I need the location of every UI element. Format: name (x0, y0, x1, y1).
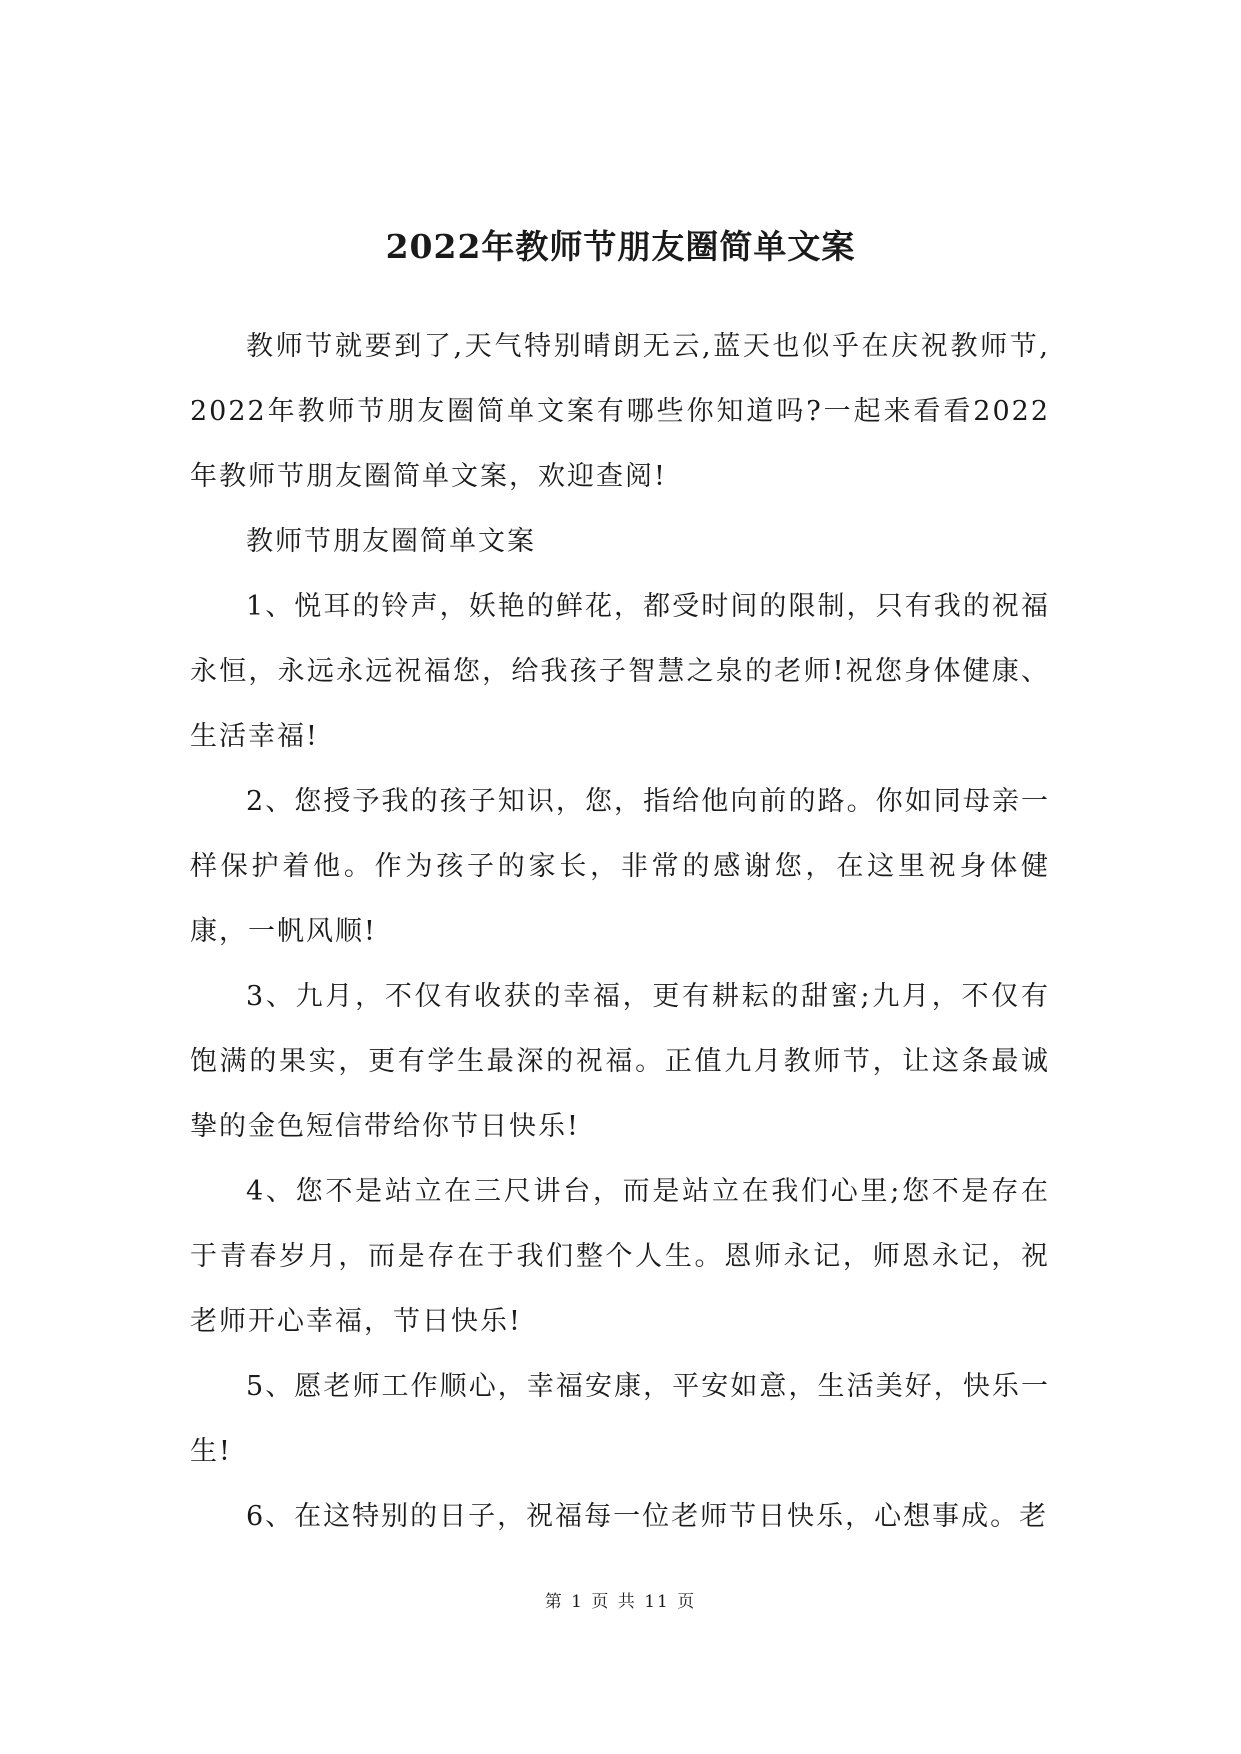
paragraph-item-6: 6、在这特别的日子，祝福每一位老师节日快乐，心想事成。老 (246, 1501, 1049, 1532)
paragraph-item-2: 2、您授予我的孩子知识，您，指给他向前的路。你如同母亲一样保护着他。作为孩子的家长，非常的感谢您，在这里祝身体健康，一帆风顺! (190, 786, 1050, 947)
document-body (190, 314, 1050, 1549)
paragraph-item-5: 5、愿老师工作顺心，幸福安康，平安如意，生活美好，快乐一生! (190, 1371, 1050, 1467)
paragraph-intro: 教师节就要到了,天气特别晴朗无云,蓝天也似乎在庆祝教师节, 2022年教师节朋友圈简单文案有哪些你知道吗?一起来看看2022年教师节朋友圈简单文案，欢迎查阅! (190, 331, 1050, 492)
document-title: 2022年教师节朋友圈简单文案 (385, 227, 856, 266)
paragraph-section-heading: 教师节朋友圈简单文案 (246, 526, 536, 557)
paragraph-item-3: 3、九月，不仅有收获的幸福，更有耕耘的甜蜜;九月，不仅有饱满的果实，更有学生最深的祝福。正值九月教师节，让这条最诚挚的金色短信带给你节日快乐! (190, 981, 1050, 1142)
paragraph-item-1: 1、悦耳的铃声，妖艳的鲜花，都受时间的限制，只有我的祝福永恒，永远永远祝福您，给我孩子智慧之泉的老师!祝您身体健康、生活幸福! (190, 591, 1050, 752)
page-footer: 第 1 页 共 11 页 (544, 1592, 697, 1612)
paragraph-item-4: 4、您不是站立在三尺讲台，而是站立在我们心里;您不是存在于青春岁月，而是存在于我们整个人生。恩师永记，师恩永记，祝老师开心幸福，节日快乐! (190, 1176, 1050, 1337)
